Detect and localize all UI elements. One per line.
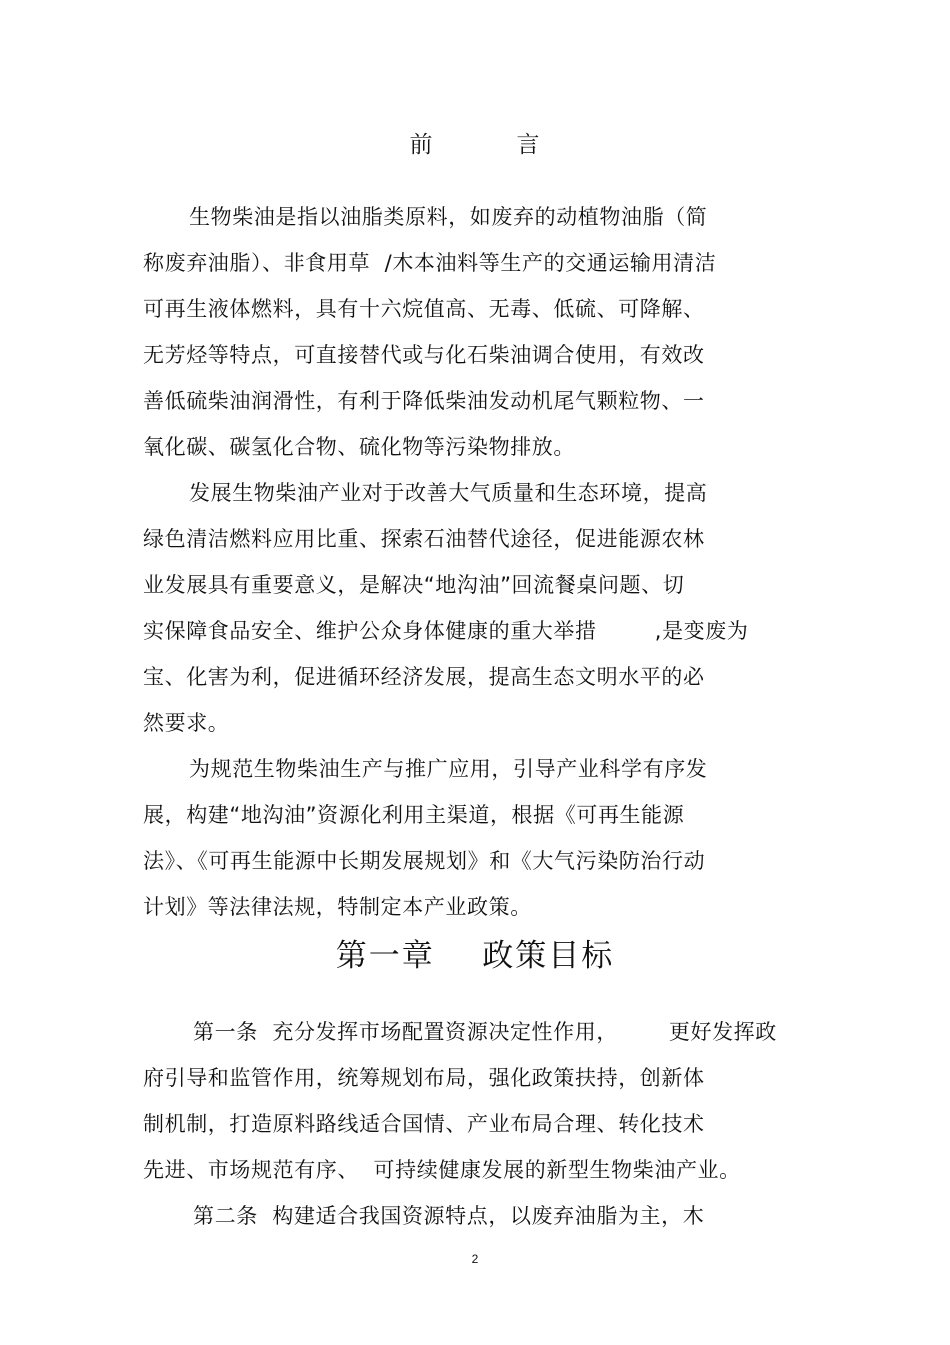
preface-p3-line2: 展，构建“地沟油”资源化利用主渠道，根据《可再生能源 [143, 803, 685, 827]
preface-p2-line5: 宝、化害为利，促进循环经济发展，提高生态文明水平的必 [143, 665, 705, 689]
preface-p3-line4: 计划》等法律法规，特制定本产业政策。 [143, 895, 532, 919]
article-1-line4: 先进、市场规范有序、 可持续健康发展的新型生物柴油产业。 [143, 1158, 741, 1182]
article-1-line2: 府引导和监管作用，统筹规划布局，强化政策扶持，创新体 [143, 1066, 705, 1090]
article-2-line1: 第二条 构建适合我国资源特点，以废弃油脂为主，木 [193, 1204, 705, 1228]
preface-p3-line1: 为规范生物柴油生产与推广应用，引导产业科学有序发 [189, 757, 708, 781]
chapter-title: 第一章 政策目标 [335, 938, 615, 974]
preface-p1-line2: 称废弃油脂）、非食用草 /木本油料等生产的交通运输用清洁 [143, 251, 717, 275]
preface-p2-line6: 然要求。 [143, 711, 230, 735]
preface-p2-line2: 绿色清洁燃料应用比重、探索石油替代途径，促进能源农林 [143, 527, 705, 551]
preface-p2-line1: 发展生物柴油产业对于改善大气质量和生态环境，提高 [189, 481, 708, 505]
preface-title: 前 言 [409, 132, 541, 158]
article-1-line1: 第一条 充分发挥市场配置资源决定性作用， 更好发挥政 [193, 1020, 777, 1044]
preface-p1-line4: 无芳烃等特点，可直接替代或与化石柴油调合使用，有效改 [143, 343, 705, 367]
preface-p1-line5: 善低硫柴油润滑性，有利于降低柴油发动机尾气颗粒物、一 [143, 389, 705, 413]
preface-p1-line3: 可再生液体燃料，具有十六烷值高、无毒、低硫、可降解、 [143, 297, 705, 321]
preface-p1-line1: 生物柴油是指以油脂类原料，如废弃的动植物油脂（简 [189, 205, 708, 229]
page-number: 2 [471, 1252, 479, 1266]
preface-p3-line3: 法》、《可再生能源中长期发展规划》和《大气污染防治行动 [143, 849, 706, 873]
preface-p2-line4: 实保障食品安全、维护公众身体健康的重大举措 ,是变废为 [143, 619, 749, 643]
article-1-line3: 制机制，打造原料路线适合国情、产业布局合理、转化技术 [143, 1112, 705, 1136]
preface-p2-line3: 业发展具有重要意义，是解决“地沟油”回流餐桌问题、切 [143, 573, 685, 597]
preface-p1-line6: 氧化碳、碳氢化合物、硫化物等污染物排放。 [143, 435, 575, 459]
